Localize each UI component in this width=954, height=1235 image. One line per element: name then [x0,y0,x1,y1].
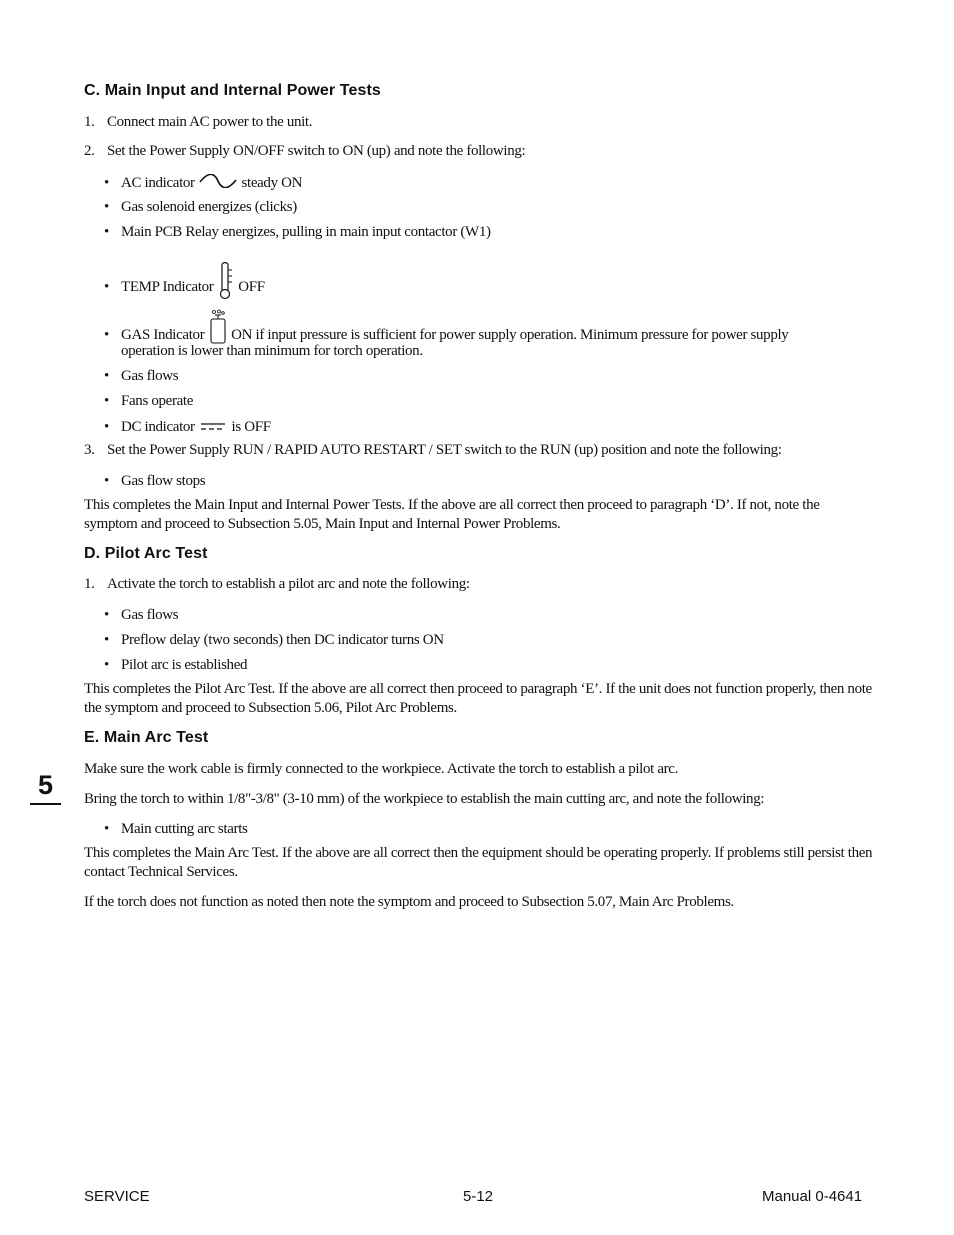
step-text: Connect main AC power to the unit. [107,114,313,130]
step-c2 [84,143,525,160]
bullet-gas-indicator: • GAS Indicator ON if input pressure is sufficient for power supply operation. Minimum pressure for power supply [104,315,788,356]
step-number: 1. [84,114,95,130]
bullet-gas-flow-stops: • Gas flow stops [104,473,206,489]
bullet-d-pilot-arc: • Pilot arc is established [104,657,248,673]
footer-manual-number: Manual 0-4641 [762,1188,863,1205]
bullet-e-main-arc: • Main cutting arc starts [104,821,248,837]
step-text: Set the Power Supply RUN / RAPID AUTO RESTART / SET switch to the RUN (up) position and note the following: [107,442,782,458]
step-number: 2. [84,143,95,159]
bullet-d-gas-flows: • Gas flows [104,607,179,623]
bullet-gas-solenoid: • Gas solenoid energizes (clicks) [104,199,297,215]
section-d-heading: D. Pilot Arc Test [84,545,208,562]
sine-wave-icon [198,174,238,193]
step-text: Activate the torch to establish a pilot arc and note the following: [107,576,470,592]
section-c-summary: This completes the Main Input and Internal Power Tests. If the above are all correct then proceed to paragraph ‘D’. If not, note the symptom and proceed to Subsection 5.05, Main Input and Internal Power Problems. [84,497,820,532]
step-c3 [84,442,782,459]
footer-page-number: 5-12 [463,1188,494,1205]
section-e-heading: E. Main Arc Test [84,729,209,746]
dc-symbol-icon [198,418,228,437]
thermometer-icon [217,262,235,305]
footer-left: SERVICE [84,1188,150,1205]
bullet-main-pcb: • Main PCB Relay energizes, pulling in main input contactor (W1) [104,224,491,240]
step-c1 [84,114,312,131]
step-number: 3. [84,442,95,458]
section-e-para2: Bring the torch to within 1/8"-3/8" (3-10 mm) of the workpiece to establish the main cutting arc, and note the following: [84,791,765,807]
bullet-d-preflow: • Preflow delay (two seconds) then DC indicator turns ON [104,632,444,648]
gas-indicator-continuation: operation is lower than minimum for torch operation. [121,343,423,359]
bullet-fans-operate: • Fans operate [104,393,194,409]
step-number: 1. [84,576,95,592]
bullet-gas-flows: • Gas flows [104,368,179,384]
section-tab-rule [30,803,61,805]
section-c-heading: C. Main Input and Internal Power Tests [84,82,381,99]
step-text: Set the Power Supply ON/OFF switch to ON (up) and note the following: [107,143,526,159]
bullet-dc-indicator: • DC indicator is OFF [104,418,271,437]
section-e-final: If the torch does not function as noted then note the symptom and proceed to Subsection 5.07, Main Arc Problems. [84,894,734,910]
section-e-summary: This completes the Main Arc Test. If the above are all correct then the equipment should be operating properly. If problems still persist then contact Technical Services. [84,845,873,880]
section-e-para1: Make sure the work cable is firmly connected to the workpiece. Activate the torch to establish a pilot arc. [84,761,679,777]
section-tab-number: 5 [38,770,54,800]
section-d-summary: This completes the Pilot Arc Test. If the above are all correct then proceed to paragraph ‘E’. If the unit does not function properly, then note the symptom and proceed to Subsection 5.06, Pilot Arc Problems. [84,681,872,716]
bullet-temp-indicator: • TEMP Indicator OFF [104,266,265,309]
step-d1 [84,576,470,593]
bullet-ac-indicator: • AC indicator steady ON [104,174,302,193]
